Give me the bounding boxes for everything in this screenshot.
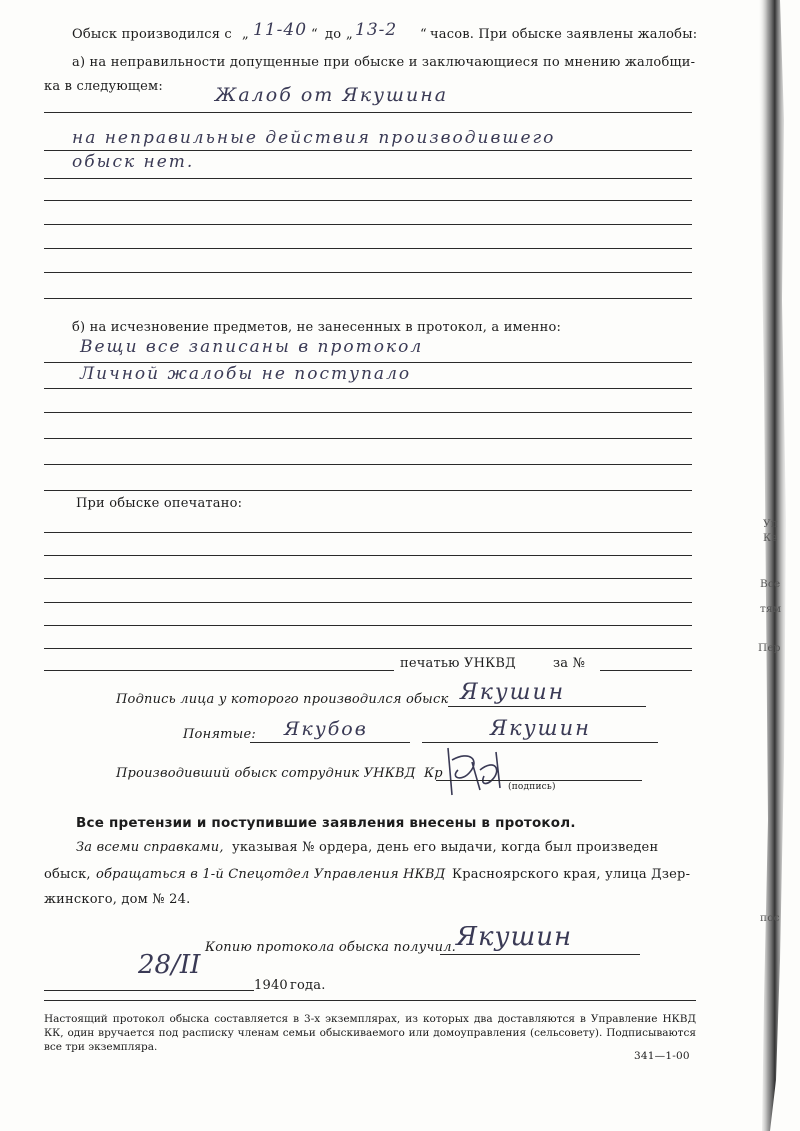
- form-line: [44, 490, 692, 491]
- form-line: [44, 224, 692, 225]
- form-line: [44, 578, 692, 579]
- search-time-from: 11-40: [253, 20, 308, 40]
- margin-fragment: Все: [760, 578, 781, 590]
- receipt-date: 28/II: [138, 950, 201, 980]
- officer-signature-icon: [440, 740, 520, 802]
- form-line: [44, 464, 692, 465]
- form-line: [44, 625, 692, 626]
- form-line: [44, 532, 692, 533]
- witness-1-signature: Якубов: [284, 718, 368, 740]
- search-time-mid: до: [325, 27, 342, 42]
- officer-label: Производивший обыск сотрудник УНКВД: [116, 766, 416, 781]
- complaint-b-label: б) на исчезновение предметов, не занесенных в протокол, а именно:: [72, 320, 562, 335]
- form-line: [44, 178, 692, 179]
- witness-2-signature: Якушин: [490, 716, 591, 740]
- info-italic: За всеми справками,: [76, 840, 224, 855]
- margin-fragment: тям: [760, 603, 782, 615]
- info-text: Красноярского края, улица Дзер-: [452, 867, 691, 882]
- complaint-b-handwritten: Личной жалобы не поступало: [80, 364, 412, 384]
- witnesses-label: Понятые:: [183, 727, 256, 742]
- complaint-a-label-cont: ка в следующем:: [44, 79, 163, 94]
- margin-fragment: Пер: [758, 642, 781, 654]
- person-searched-signature: Якушин: [460, 680, 566, 705]
- form-line: [44, 438, 692, 439]
- form-line: [44, 648, 692, 649]
- search-time-to: 13-2: [355, 20, 398, 40]
- form-line: [44, 555, 692, 556]
- signature-line: [440, 954, 640, 955]
- form-line: [44, 272, 692, 273]
- form-line: [44, 112, 692, 113]
- receipt-signature: Якушин: [456, 922, 573, 952]
- form-line: [44, 388, 692, 389]
- info-text: обыск,: [44, 867, 91, 882]
- form-line: [44, 150, 692, 151]
- footer-note: Настоящий протокол обыска составляется в 3-х экземплярах, из которых два доставляются в Управление НКВД КК, один вручается под расписку членам семьи обыскиваемого или домоуправления (сельсовету). Подписываются все три экземпляра.: [44, 1013, 696, 1053]
- form-line: [44, 248, 692, 249]
- person-searched-label: Подпись лица у которого производился обыск: [116, 692, 449, 707]
- receipt-label: Копию протокола обыска получил.: [205, 940, 456, 955]
- search-protocol-page: Уп Кв Все тям Пер пос Обыск производился с „ 11-40 “ до „ 13-2 “ часов. При обыске заявлены жалобы: а) на неправильности допущенные при обыске и заключающиеся по мнению жалобщи- ка в следующем: Жалоб от Якушина на неправильные действия производившего обыск нет. б) на исчезновение предметов, не занесенных в протокол, а именно: Вещи все записаны в протокол Личной жалобы не поступало При обыске опечатано: печатью УНКВД за № Подпись лица у которого производился обыск Якушин Понятые: Якубов Якушин Производивший обыск сотрудник УНКВД Кр (подпись) Все претензии и поступившие заявления внесены в протокол. За всеми справками, указывая № ордера, день его выдачи, когда был произведен обыск, обращаться в 1-й Спецотдел Управления НКВД Красноярского края, улица Дзер- жинского, дом № 24. Копию протокола обыска получил. Якушин 28/II 1940 года. Настоящий протокол обыска составляется в 3-х экземплярах, из которых два доставляются в Управление НКВД КК, один вручается под расписку членам семьи обыскиваемого или домоуправления (сельсовету). Подписываются все три экземпляра. 341—1-00: [0, 0, 800, 1131]
- info-italic: обращаться в 1-й Спецотдел Управления НКВД: [96, 867, 446, 882]
- margin-fragment: пос: [760, 912, 780, 924]
- seal-label: печатью УНКВД: [400, 656, 516, 671]
- signature-line: [436, 780, 642, 781]
- footer-divider: [44, 1000, 696, 1001]
- seal-number-label: за №: [553, 656, 586, 671]
- scan-binding-edge: [740, 0, 800, 1131]
- receipt-year: 1940: [254, 978, 288, 993]
- form-line: [600, 670, 692, 671]
- form-line: [44, 412, 692, 413]
- form-line: [44, 298, 692, 299]
- complaint-a-handwritten: обыск нет.: [72, 152, 195, 172]
- officer-signature-prefix: Кр: [424, 766, 443, 781]
- sealed-label: При обыске опечатано:: [76, 496, 243, 511]
- form-line: [44, 362, 692, 363]
- receipt-year-suffix: года.: [290, 978, 326, 993]
- info-text: жинского, дом № 24.: [44, 892, 191, 907]
- signature-caption: (подпись): [508, 782, 556, 792]
- form-code: 341—1-00: [634, 1050, 690, 1062]
- complaint-a-label: а) на неправильности допущенные при обыске и заключающиеся по мнению жалобщи-: [72, 55, 696, 70]
- date-line: [44, 990, 254, 991]
- complaint-a-handwritten: Жалоб от Якушина: [215, 84, 449, 106]
- signature-line: [448, 706, 646, 707]
- info-text: указывая № ордера, день его выдачи, когда был произведен: [232, 840, 659, 855]
- form-line: [44, 602, 692, 603]
- margin-fragment: Кв: [763, 532, 778, 544]
- form-line: [44, 200, 692, 201]
- claims-heading: Все претензии и поступившие заявления внесены в протокол.: [76, 815, 576, 831]
- margin-fragment: Уп: [763, 518, 778, 530]
- search-time-label: Обыск производился с: [72, 27, 232, 42]
- complaint-b-handwritten: Вещи все записаны в протокол: [80, 337, 424, 357]
- form-line: [44, 670, 394, 671]
- complaint-a-handwritten: на неправильные действия производившего: [72, 128, 556, 148]
- search-complaints-label: часов. При обыске заявлены жалобы:: [430, 27, 698, 42]
- signature-line: [250, 742, 410, 743]
